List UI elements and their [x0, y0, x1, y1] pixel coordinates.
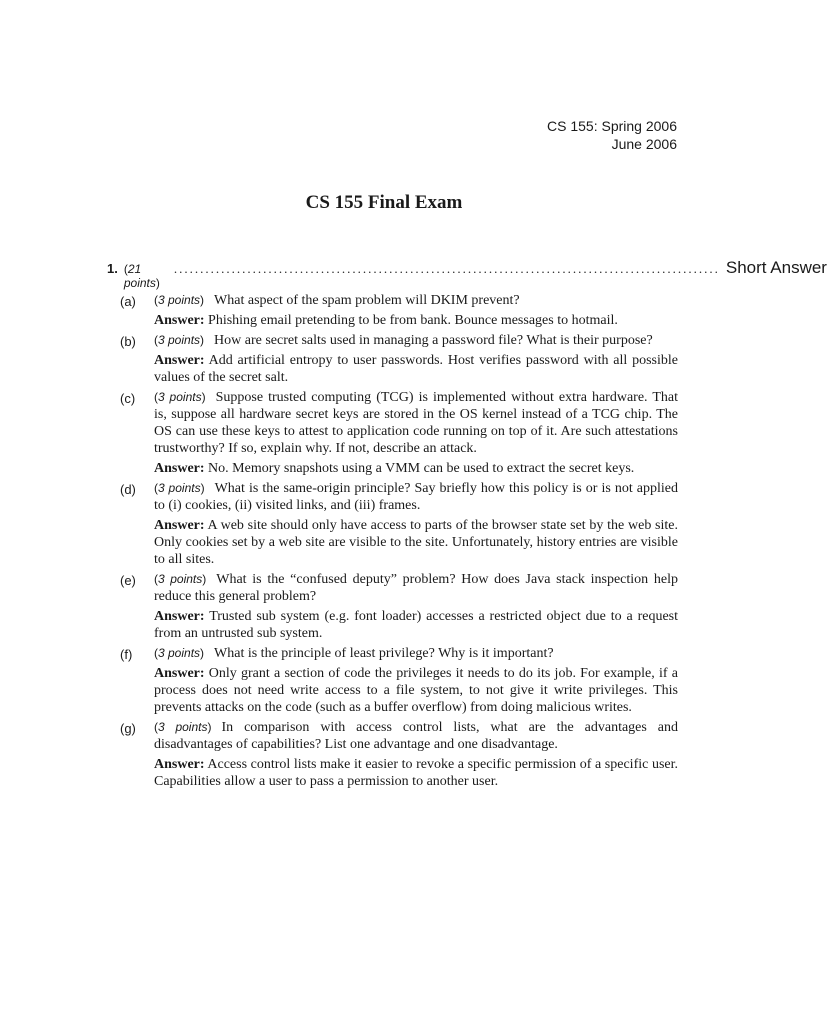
course-header [547, 117, 677, 153]
part-points: (3 points) [154, 333, 205, 347]
part-label: (d) [120, 482, 136, 497]
question-part [120, 332, 678, 386]
answer-block [154, 312, 678, 329]
answer-label: Answer: [154, 353, 205, 368]
answer-block [154, 460, 678, 477]
part-points-value: 3 points [158, 720, 208, 734]
part-points: (3 points) [154, 572, 207, 586]
part-body [154, 571, 678, 642]
question-text-block [154, 292, 678, 309]
question-text: In comparison with access control lists, what are the advantages and disadvantages of capabilities? List one advantage and one disadvantage. [154, 720, 678, 752]
question-part [120, 389, 678, 477]
answer-label: Answer: [154, 757, 205, 772]
answer-block [154, 608, 678, 642]
answer-block [154, 665, 678, 716]
question-text: What is the same-origin principle? Say briefly how this policy is or is not applied to (i) cookies, (ii) visited links, and (iii) frames. [154, 481, 679, 513]
answer-block [154, 756, 678, 790]
question-part [120, 645, 678, 716]
part-label: (a) [120, 294, 136, 309]
part-label: (c) [120, 391, 136, 406]
exam-date: June 2006 [611, 136, 677, 152]
answer-label: Answer: [154, 609, 205, 624]
part-body [154, 645, 678, 716]
answer-label: Answer: [154, 461, 205, 476]
problem-section-title: Short Answer [725, 258, 827, 277]
answer-text: Trusted sub system (e.g. font loader) accesses a restricted object due to a request from an untrusted sub system. [154, 609, 679, 641]
part-body [154, 719, 678, 790]
answer-text: No. Memory snapshots using a VMM can be used to extract the secret keys. [208, 461, 635, 476]
part-points: (3 points) [154, 720, 212, 734]
question-part [120, 480, 678, 568]
answer-text: Access control lists make it easier to revoke a specific permission of a specific user. Capabilities allow a user to pass a permission to another user. [154, 757, 678, 789]
question-list [120, 292, 678, 793]
part-body [154, 332, 678, 386]
part-points: (3 points) [154, 390, 206, 404]
question-text-block [154, 480, 678, 514]
question-part [120, 571, 678, 642]
exam-title: CS 155 Final Exam [305, 192, 463, 213]
part-label: (e) [120, 573, 136, 588]
part-points-value: 3 points [158, 646, 201, 660]
answer-text: Only grant a section of code the privileges it needs to do its job. For example, if a process does not need write access to a file system, to not give it write privileges. This prevents attacks on the code (such as a buffer overflow) from doing malicious writes. [154, 666, 678, 715]
problem-points: (21 points) [123, 262, 160, 290]
part-body [154, 292, 678, 329]
answer-text: Add artificial entropy to user passwords. Host verifies password with all possible values of the secret salt. [154, 353, 678, 385]
problem-points-value: 21 points [123, 262, 156, 290]
part-points-value: 3 points [158, 481, 201, 495]
part-points: (3 points) [154, 646, 205, 660]
part-points-value: 3 points [158, 293, 201, 307]
part-points-value: 3 points [158, 572, 203, 586]
dot-leader: ........................................................................................................ [173, 261, 720, 276]
question-text-block [154, 645, 678, 662]
answer-label: Answer: [154, 666, 205, 681]
part-points-value: 3 points [158, 390, 202, 404]
part-label: (f) [120, 647, 133, 662]
problem-number: 1. [107, 261, 118, 276]
question-part [120, 719, 678, 790]
part-points-value: 3 points [158, 333, 201, 347]
part-points: (3 points) [154, 293, 205, 307]
part-body [154, 389, 678, 477]
question-text-block [154, 332, 678, 349]
answer-block [154, 517, 678, 568]
answer-label: Answer: [154, 518, 205, 533]
part-label: (g) [120, 721, 136, 736]
part-body [154, 480, 678, 568]
part-label: (b) [120, 334, 136, 349]
answer-text: A web site should only have access to parts of the browser state set by the web site. Only cookies set by a web site are visible to the site. Unfortunately, history entries are visible to all sites. [154, 518, 678, 567]
part-points: (3 points) [154, 481, 205, 495]
course-term: CS 155: Spring 2006 [547, 118, 677, 134]
question-text: How are secret salts used in managing a password file? What is their purpose? [214, 333, 653, 348]
answer-block [154, 352, 678, 386]
question-text-block [154, 571, 678, 605]
answer-label: Answer: [154, 313, 205, 328]
question-text: Suppose trusted computing (TCG) is implemented without extra hardware. That is, suppose all hardware secret keys are stored in the OS kernel instead of a TCG chip. The OS can use these keys to attest to application code running on top of it. Are such attestations trustworthy? If so, explain why. If not, describe an attack. [154, 390, 678, 456]
answer-text: Phishing email pretending to be from bank. Bounce messages to hotmail. [208, 313, 618, 328]
question-text-block [154, 389, 678, 457]
question-text: What aspect of the spam problem will DKIM prevent? [214, 293, 520, 308]
problem-heading [107, 258, 827, 290]
question-text: What is the principle of least privilege? Why is it important? [214, 646, 554, 661]
question-text-block [154, 719, 678, 753]
question-text: What is the “confused deputy” problem? How does Java stack inspection help reduce this general problem? [154, 572, 678, 604]
question-part [120, 292, 678, 329]
